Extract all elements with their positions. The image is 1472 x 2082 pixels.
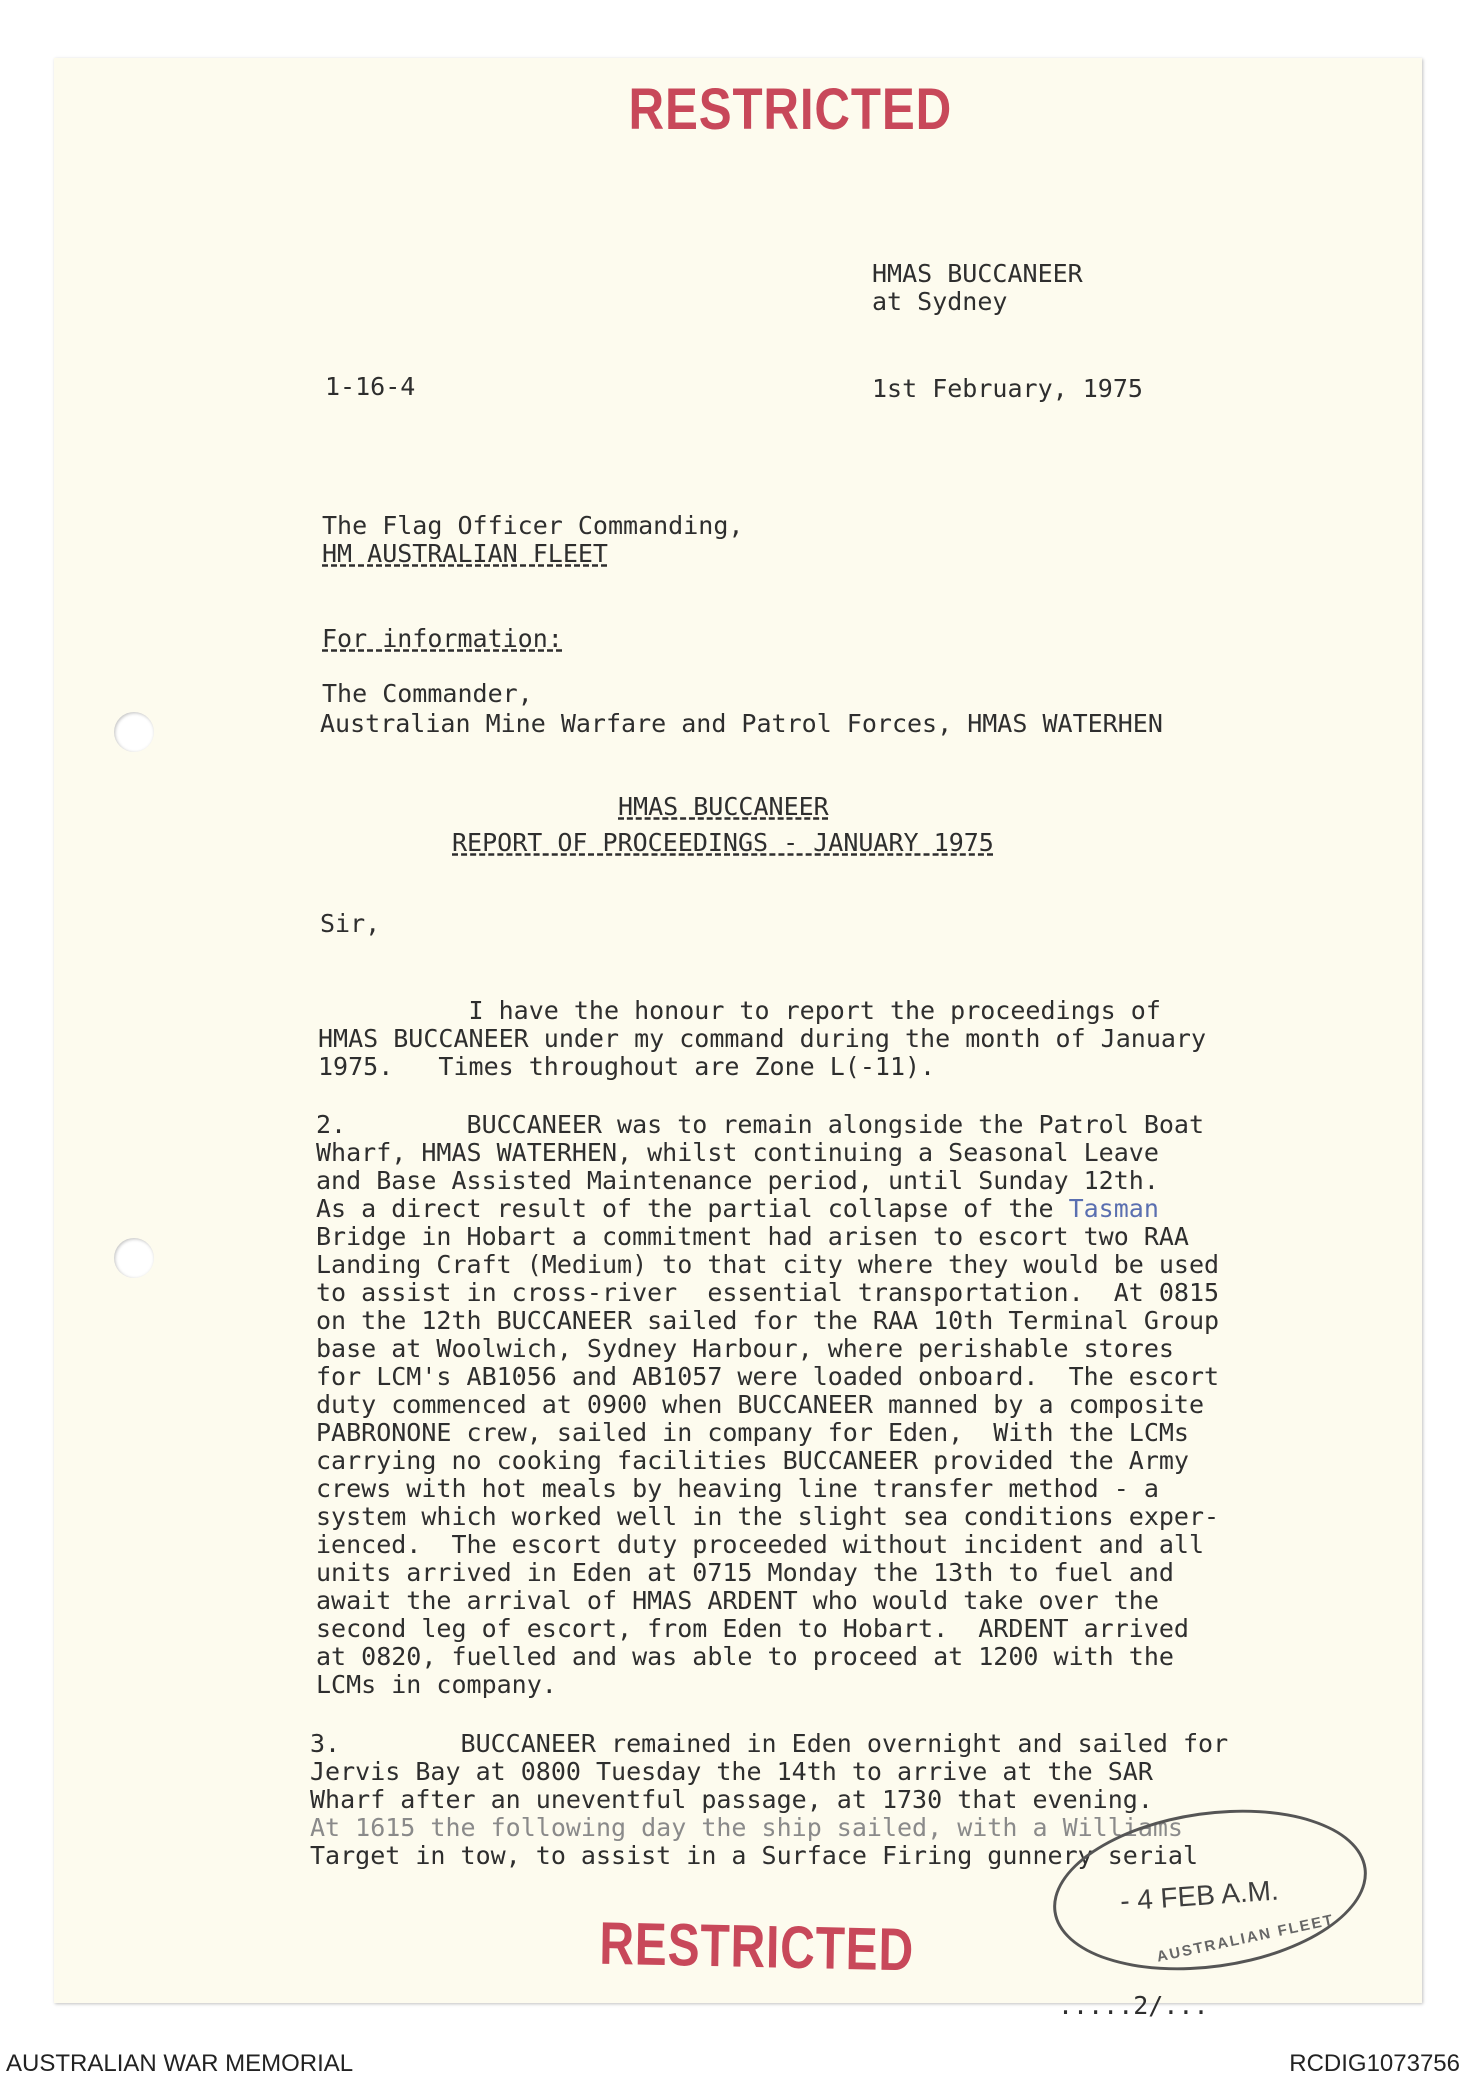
info-line-2: Australian Mine Warfare and Patrol Forces, HMAS WATERHEN <box>320 709 1163 738</box>
paragraph-2-line: ienced. The escort duty proceeded without incident and all <box>316 1530 1205 1559</box>
paragraph-1-line: I have the honour to report the proceedings of <box>318 996 1161 1025</box>
paragraph-1-line: 1975. Times throughout are Zone L(-11). <box>318 1052 936 1081</box>
paragraph-3-line: Jervis Bay at 0800 Tuesday the 14th to arrive at the SAR <box>310 1757 1153 1786</box>
paragraph-1-line: HMAS BUCCANEER under my command during the month of January <box>318 1024 1207 1053</box>
paragraph-3-line: 3. BUCCANEER remained in Eden overnight and sailed for <box>310 1729 1229 1758</box>
continuation-mark: .....2/... <box>1058 1991 1209 2020</box>
paragraph-3-line: Wharf after an uneventful passage, at 1730 that evening. <box>310 1785 1153 1814</box>
report-title-ship: HMAS BUCCANEER <box>618 792 829 821</box>
file-reference: 1-16-4 <box>325 372 416 401</box>
paragraph-2-line: 2. BUCCANEER was to remain alongside the Patrol Boat <box>316 1110 1205 1139</box>
punch-hole-top <box>114 712 154 752</box>
paragraph-2-line: on the 12th BUCCANEER sailed for the RAA 10th Terminal Group <box>316 1306 1220 1335</box>
punch-hole-bottom <box>114 1238 154 1278</box>
salutation: Sir, <box>320 909 381 938</box>
restricted-stamp-top: RESTRICTED <box>628 77 953 142</box>
paragraph-2-line: for LCM's AB1056 and AB1057 were loaded onboard. The escort <box>316 1362 1220 1391</box>
paragraph-3 <box>310 1730 1228 1870</box>
ship-location: at Sydney <box>872 287 1008 316</box>
paragraph-3-line: Target in tow, to assist in a Surface Firing gunnery serial <box>310 1841 1199 1870</box>
paragraph-2-line: duty commenced at 0900 when BUCCANEER manned by a composite <box>316 1390 1205 1419</box>
paragraph-2-line: crews with hot meals by heaving line transfer method - a <box>316 1474 1159 1503</box>
addressee-line-2: HM AUSTRALIAN FLEET <box>322 539 608 568</box>
paragraph-2-line: second leg of escort, from Eden to Hobart. ARDENT arrived <box>316 1614 1189 1643</box>
received-stamp-ring-text: AUSTRALIAN FLEET <box>1155 1911 1336 1966</box>
restricted-stamp-bottom: RESTRICTED <box>598 1909 915 1984</box>
paragraph-2-line <box>316 1195 1219 1223</box>
paragraph-2-line: at 0820, fuelled and was able to proceed at 1200 with the <box>316 1642 1174 1671</box>
paragraph-2-line: base at Woolwich, Sydney Harbour, where perishable stores <box>316 1334 1174 1363</box>
info-heading: For information: <box>322 624 563 653</box>
paragraph-2-line: system which worked well in the slight sea conditions exper- <box>316 1502 1220 1531</box>
paragraph-2-line: await the arrival of HMAS ARDENT who would take over the <box>316 1586 1159 1615</box>
paragraph-2-line: and Base Assisted Maintenance period, until Sunday 12th. <box>316 1166 1159 1195</box>
paragraph-2 <box>316 1111 1219 1699</box>
paragraph-2-line-text: As a direct result of the partial collapse of the <box>316 1194 1069 1223</box>
received-stamp-date: - 4 FEB A.M. <box>1119 1874 1280 1917</box>
paragraph-2-line: LCMs in company. <box>316 1670 557 1699</box>
paragraph-1 <box>318 997 1206 1081</box>
paragraph-2-line: Bridge in Hobart a commitment had arisen to escort two RAA <box>316 1222 1189 1251</box>
paragraph-3-line: At 1615 the following day the ship sailed, with a Williams <box>310 1813 1183 1842</box>
footer-source: AUSTRALIAN WAR MEMORIAL <box>6 2050 354 2077</box>
paragraph-2-line: Wharf, HMAS WATERHEN, whilst continuing a Seasonal Leave <box>316 1138 1159 1167</box>
footer-id: RCDIG1073756 <box>1289 2050 1460 2077</box>
report-title: REPORT OF PROCEEDINGS - JANUARY 1975 <box>452 828 994 857</box>
paragraph-2-line: Landing Craft (Medium) to that city where they would be used <box>316 1250 1220 1279</box>
letter-date: 1st February, 1975 <box>872 374 1143 403</box>
addressee-line-1: The Flag Officer Commanding, <box>322 511 744 540</box>
info-line-1: The Commander, <box>322 679 533 708</box>
paragraph-2-line: to assist in cross-river essential transportation. At 0815 <box>316 1278 1220 1307</box>
paragraph-2-line: PABRONONE crew, sailed in company for Eden, With the LCMs <box>316 1418 1189 1447</box>
paragraph-2-line: carrying no cooking facilities BUCCANEER provided the Army <box>316 1446 1189 1475</box>
inserted-word-tasman: Tasman <box>1068 1194 1159 1223</box>
ship-name: HMAS BUCCANEER <box>872 259 1083 288</box>
paragraph-2-line: units arrived in Eden at 0715 Monday the 13th to fuel and <box>316 1558 1174 1587</box>
